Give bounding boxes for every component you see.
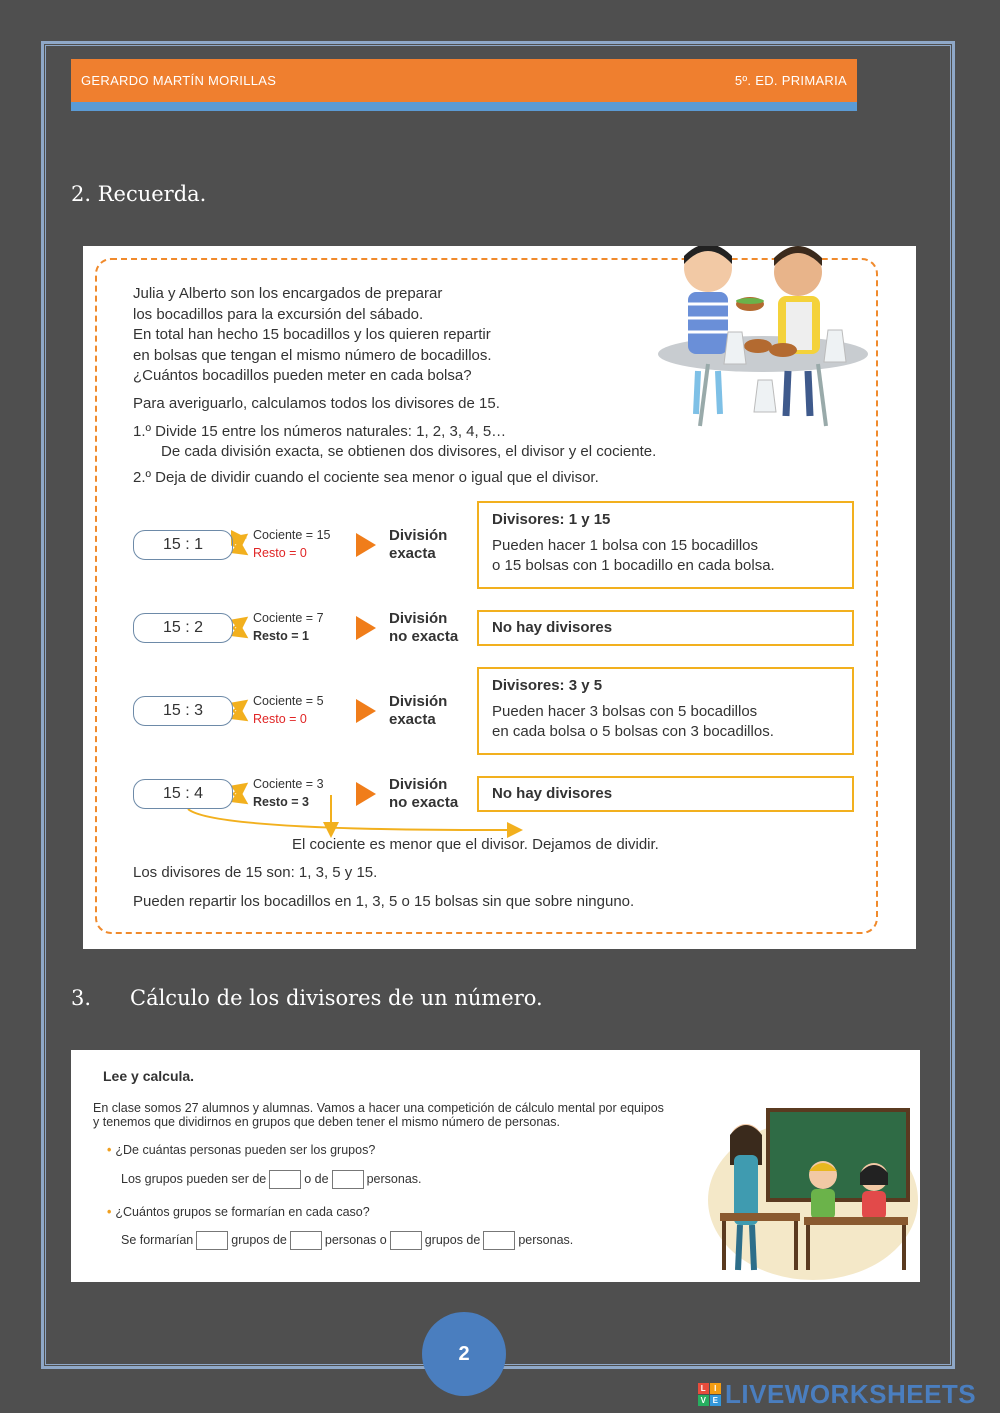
result-body — [492, 536, 839, 576]
logo-letter: L — [698, 1383, 709, 1394]
watermark-text: LIVEWORKSHEETS — [725, 1379, 977, 1409]
division-15-1: 15 : 1 — [133, 530, 233, 560]
intro-line: En total han hecho 15 bocadillos y los quieren repartir — [133, 326, 491, 343]
division-type-line: División — [389, 527, 448, 544]
answer-text: Se formarían — [121, 1232, 194, 1247]
exercise-text: y tenemos que dividirnos en grupos que deben tener el mismo número de personas. — [93, 1115, 560, 1129]
cociente-label: Cociente = 5 — [253, 694, 324, 708]
question-2 — [107, 1205, 370, 1219]
answer-text: grupos de — [424, 1232, 481, 1247]
intro-line: en bolsas que tengan el mismo número de bocadillos. — [133, 346, 492, 364]
result-title: Divisores: 3 y 5 — [492, 677, 603, 694]
answer-blank-1[interactable] — [269, 1170, 301, 1189]
answer-text: personas. — [518, 1232, 574, 1247]
division-15-3: 15 : 3 — [133, 696, 233, 726]
section-2-title: 2. Recuerda. — [71, 182, 207, 206]
cociente-label: Cociente = 3 — [253, 777, 324, 791]
conclusion: Pueden repartir los bocadillos en 1, 3, 5 o 15 bolsas sin que sobre ninguno. — [133, 893, 635, 910]
orange-triangle-icon — [356, 782, 376, 806]
division-type — [389, 527, 447, 563]
page-number: 2 — [422, 1312, 506, 1396]
answer-blank-4[interactable] — [290, 1231, 322, 1250]
logo-letter: V — [698, 1395, 709, 1406]
result-body — [492, 702, 839, 742]
logo-letter: I — [710, 1383, 721, 1394]
liveworksheets-logo-icon — [698, 1383, 721, 1406]
result-line: Pueden hacer 1 bolsa con 15 bocadillos — [492, 537, 759, 554]
result-title: Divisores: 1 y 15 — [492, 511, 611, 528]
logo-letter: E — [710, 1395, 721, 1406]
intro-line: ¿Cuántos bocadillos pueden meter en cada bolsa? — [133, 367, 472, 384]
divisores-result: Los divisores de 15 son: 1, 3, 5 y 15. — [133, 864, 378, 881]
answer-text: o de — [304, 1171, 329, 1186]
header-underline — [71, 102, 857, 111]
result-line: Pueden hacer 3 bolsas con 5 bocadillos — [492, 703, 758, 720]
answer-blank-5[interactable] — [390, 1231, 422, 1250]
result-box — [477, 610, 854, 646]
orange-triangle-icon — [356, 699, 376, 723]
answer-text: Los grupos pueden ser de — [121, 1171, 267, 1186]
result-line: o 15 bolsas con 1 bocadillo en cada bolsa. — [492, 557, 775, 574]
division-15-2: 15 : 2 — [133, 613, 233, 643]
intro-line: Julia y Alberto son los encargados de preparar — [133, 285, 443, 302]
header-author: GERARDO MARTÍN MORILLAS — [81, 73, 277, 88]
answer-text: personas. — [366, 1171, 422, 1186]
resto-label: Resto = 1 — [253, 629, 309, 643]
division-type-line: División — [389, 610, 448, 627]
section-3-number: 3. — [71, 986, 92, 1010]
division-type-line: División — [389, 776, 448, 793]
classroom-illustration — [708, 1105, 918, 1280]
result-line: en cada bolsa o 5 bolsas con 3 bocadillos. — [492, 723, 774, 740]
division-type-line: no exacta — [389, 628, 459, 645]
answer-blank-6[interactable] — [483, 1231, 515, 1250]
step-2: 2.º Deja de dividir cuando el cociente sea menor o igual que el divisor. — [133, 469, 599, 486]
page-header — [71, 59, 857, 102]
answer-text: personas o — [324, 1232, 387, 1247]
result-box — [477, 501, 854, 589]
result-title: No hay divisores — [492, 619, 613, 636]
liveworksheets-watermark[interactable] — [698, 1379, 976, 1410]
section-3-title: Cálculo de los divisores de un número. — [130, 986, 543, 1010]
division-type — [389, 776, 458, 812]
question-text: ¿De cuántas personas pueden ser los grupos? — [115, 1143, 376, 1157]
resto-label: Resto = 0 — [253, 712, 307, 726]
orange-triangle-icon — [356, 533, 376, 557]
result-box — [477, 776, 854, 812]
header-grade: 5º. ED. PRIMARIA — [734, 73, 847, 88]
result-title: No hay divisores — [492, 785, 613, 802]
step-1-detail: De cada división exacta, se obtienen dos divisores, el divisor y el cociente. — [161, 443, 657, 460]
division-type-line: División — [389, 693, 448, 710]
orange-triangle-icon — [356, 616, 376, 640]
cociente-label: Cociente = 15 — [253, 528, 331, 542]
answer-blank-3[interactable] — [196, 1231, 228, 1250]
answer-text: grupos de — [231, 1232, 287, 1247]
question-text: ¿Cuántos grupos se formarían en cada caso? — [115, 1205, 370, 1219]
answer-2-line — [121, 1231, 573, 1250]
division-type-line: no exacta — [389, 794, 459, 811]
division-15-4: 15 : 4 — [133, 779, 233, 809]
division-type — [389, 693, 447, 729]
exercise-heading: Lee y calcula. — [103, 1068, 195, 1084]
method-text: Para averiguarlo, calculamos todos los divisores de 15. — [133, 395, 500, 412]
division-type — [389, 610, 458, 646]
recuerda-panel — [83, 246, 916, 949]
resto-label: Resto = 0 — [253, 546, 307, 560]
exercise-text: En clase somos 27 alumnos y alumnas. Vamos a hacer una competición de cálculo mental por equipos — [93, 1101, 664, 1115]
question-1 — [107, 1143, 375, 1157]
intro-line: los bocadillos para la excursión del sábado. — [133, 305, 424, 323]
cociente-label: Cociente = 7 — [253, 611, 324, 625]
resto-label: Resto = 3 — [253, 795, 309, 809]
bullet-icon: • — [107, 1143, 112, 1157]
division-type-line: exacta — [389, 711, 436, 728]
answer-blank-2[interactable] — [332, 1170, 364, 1189]
division-type-line: exacta — [389, 545, 436, 562]
step-1: 1.º Divide 15 entre los números naturales: 1, 2, 3, 4, 5… — [133, 423, 507, 440]
result-box — [477, 667, 854, 755]
answer-1-line — [121, 1170, 422, 1189]
stop-note: El cociente es menor que el divisor. Dejamos de dividir. — [292, 836, 659, 853]
bullet-icon: • — [107, 1205, 112, 1219]
exercise-panel — [71, 1050, 920, 1282]
